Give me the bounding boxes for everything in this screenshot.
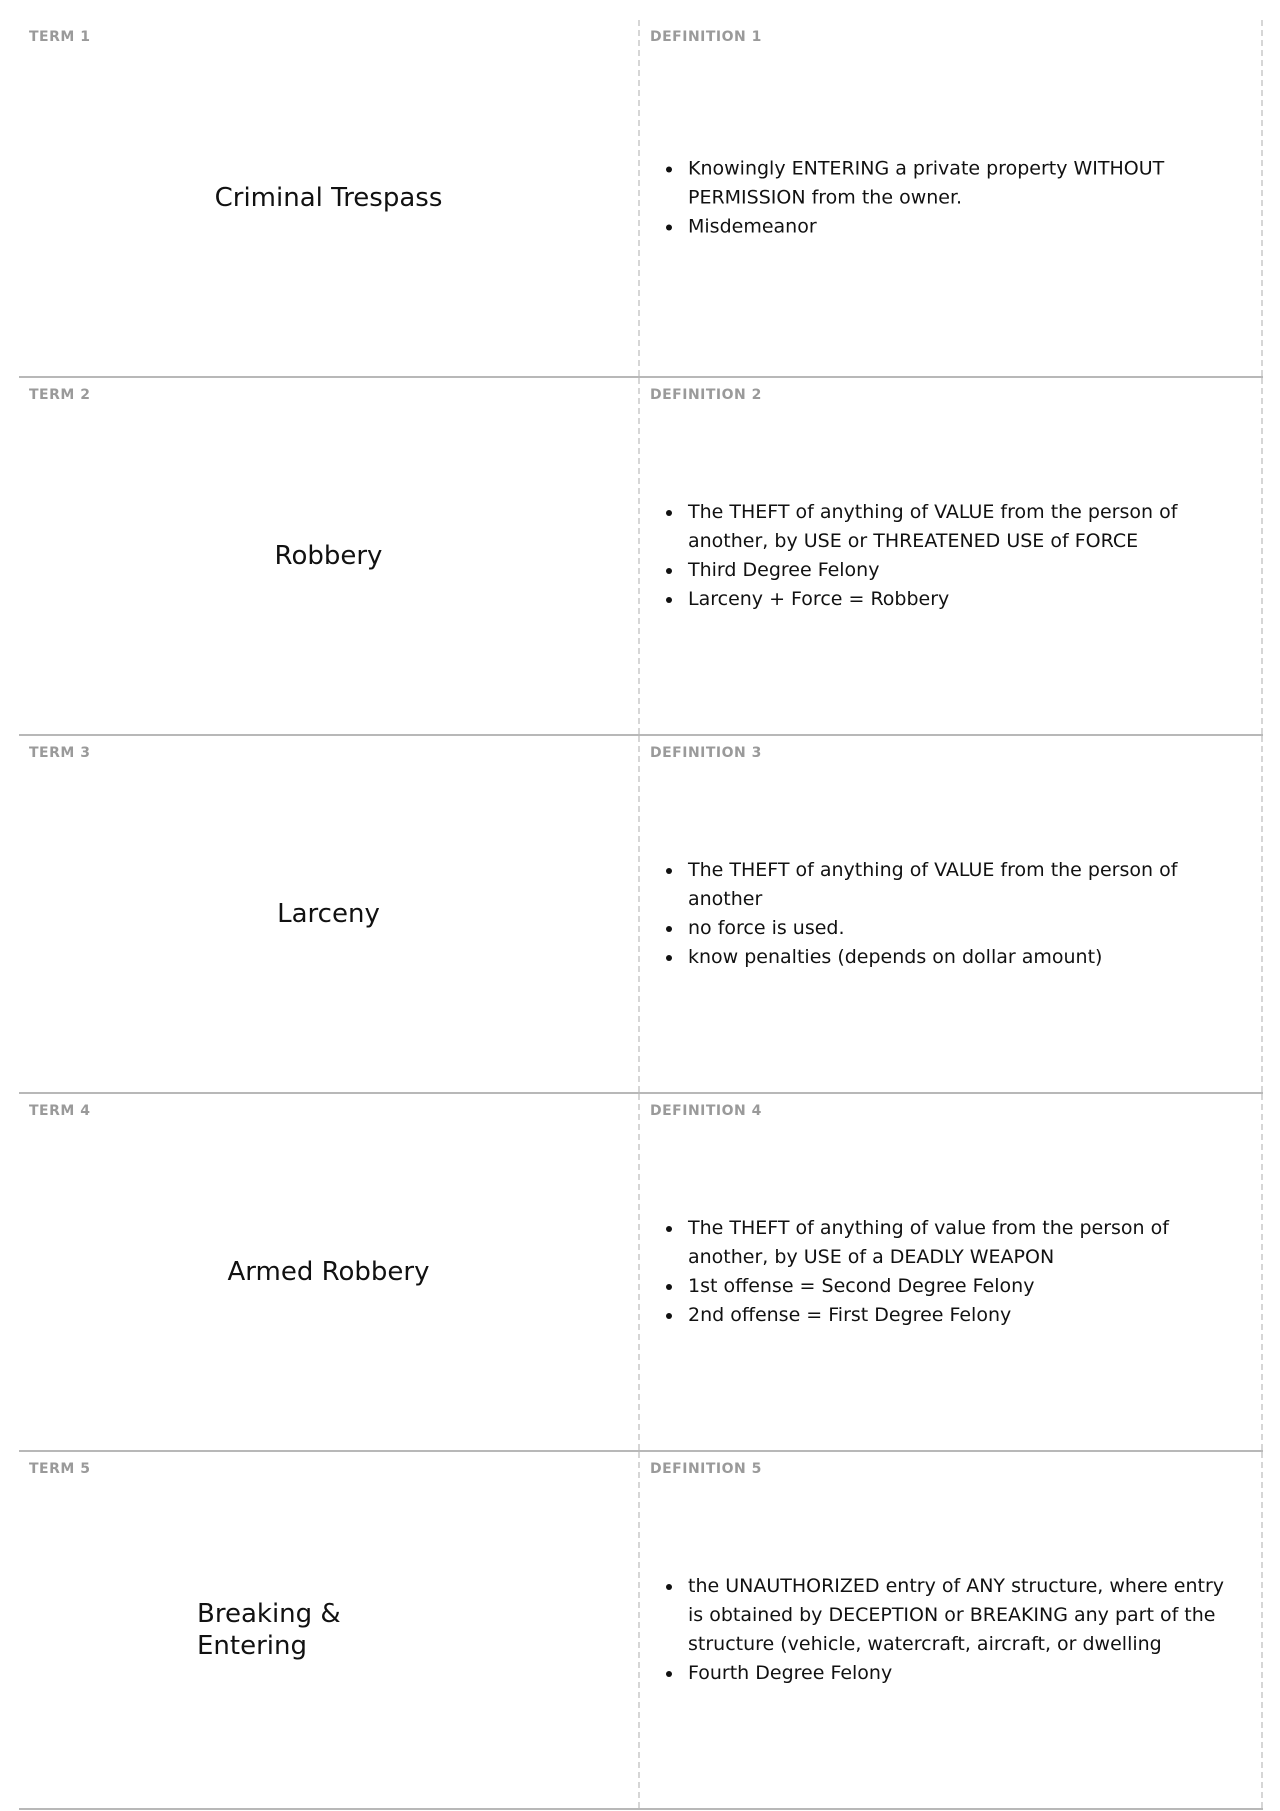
term-cell bbox=[19, 378, 640, 734]
term-label: TERM 2 bbox=[29, 387, 91, 403]
term-text: Larceny bbox=[277, 899, 380, 929]
definition-list bbox=[640, 856, 1243, 972]
term-text: Criminal Trespass bbox=[214, 183, 443, 213]
definition-item: • The THEFT of anything of VALUE from the person of another bbox=[684, 856, 1243, 914]
definition-item: • Misdemeanor bbox=[684, 213, 1243, 242]
definition-cell bbox=[640, 20, 1263, 376]
flashcard bbox=[19, 20, 1263, 378]
definition-label: DEFINITION 1 bbox=[650, 29, 762, 45]
definition-list bbox=[640, 155, 1243, 242]
term-text: Breaking & Entering bbox=[197, 1599, 341, 1661]
term-text: Armed Robbery bbox=[227, 1257, 430, 1287]
term-label: TERM 3 bbox=[29, 745, 91, 761]
term-label: TERM 5 bbox=[29, 1461, 91, 1477]
definition-label: DEFINITION 5 bbox=[650, 1461, 762, 1477]
definition-item: • no force is used. bbox=[684, 914, 1243, 943]
definition-item: • 1st offense = Second Degree Felony bbox=[684, 1272, 1243, 1301]
definition-cell bbox=[640, 378, 1263, 734]
definition-list bbox=[640, 1572, 1243, 1688]
term-text: Robbery bbox=[274, 541, 383, 571]
flashcard bbox=[19, 1094, 1263, 1452]
definition-item: • Fourth Degree Felony bbox=[684, 1659, 1243, 1688]
definition-label: DEFINITION 4 bbox=[650, 1103, 762, 1119]
term-cell bbox=[19, 1094, 640, 1450]
term-cell bbox=[19, 20, 640, 376]
definition-label: DEFINITION 3 bbox=[650, 745, 762, 761]
term-cell bbox=[19, 1452, 640, 1808]
definition-item: • Larceny + Force = Robbery bbox=[684, 585, 1243, 614]
definition-cell bbox=[640, 1452, 1263, 1808]
definition-item: • 2nd offense = First Degree Felony bbox=[684, 1301, 1243, 1330]
flashcard-sheet bbox=[19, 20, 1263, 1810]
term-label: TERM 4 bbox=[29, 1103, 91, 1119]
definition-list bbox=[640, 1214, 1243, 1330]
flashcard bbox=[19, 1452, 1263, 1810]
definition-item: • The THEFT of anything of value from the person of another, by USE of a DEADLY WEAPON bbox=[684, 1214, 1243, 1272]
term-cell bbox=[19, 736, 640, 1092]
definition-cell bbox=[640, 736, 1263, 1092]
definition-list bbox=[640, 498, 1243, 614]
definition-item: • Third Degree Felony bbox=[684, 556, 1243, 585]
term-label: TERM 1 bbox=[29, 29, 91, 45]
definition-cell bbox=[640, 1094, 1263, 1450]
definition-item: • know penalties (depends on dollar amount) bbox=[684, 943, 1243, 972]
definition-item: • Knowingly ENTERING a private property WITHOUT PERMISSION from the owner. bbox=[684, 155, 1243, 213]
definition-item: • The THEFT of anything of VALUE from the person of another, by USE or THREATENED USE of FORCE bbox=[684, 498, 1243, 556]
definition-label: DEFINITION 2 bbox=[650, 387, 762, 403]
flashcard bbox=[19, 378, 1263, 736]
definition-item: • the UNAUTHORIZED entry of ANY structure, where entry is obtained by DECEPTION or BREAKING any part of the structure (vehicle, watercraft, aircraft, or dwelling bbox=[684, 1572, 1243, 1659]
flashcard bbox=[19, 736, 1263, 1094]
